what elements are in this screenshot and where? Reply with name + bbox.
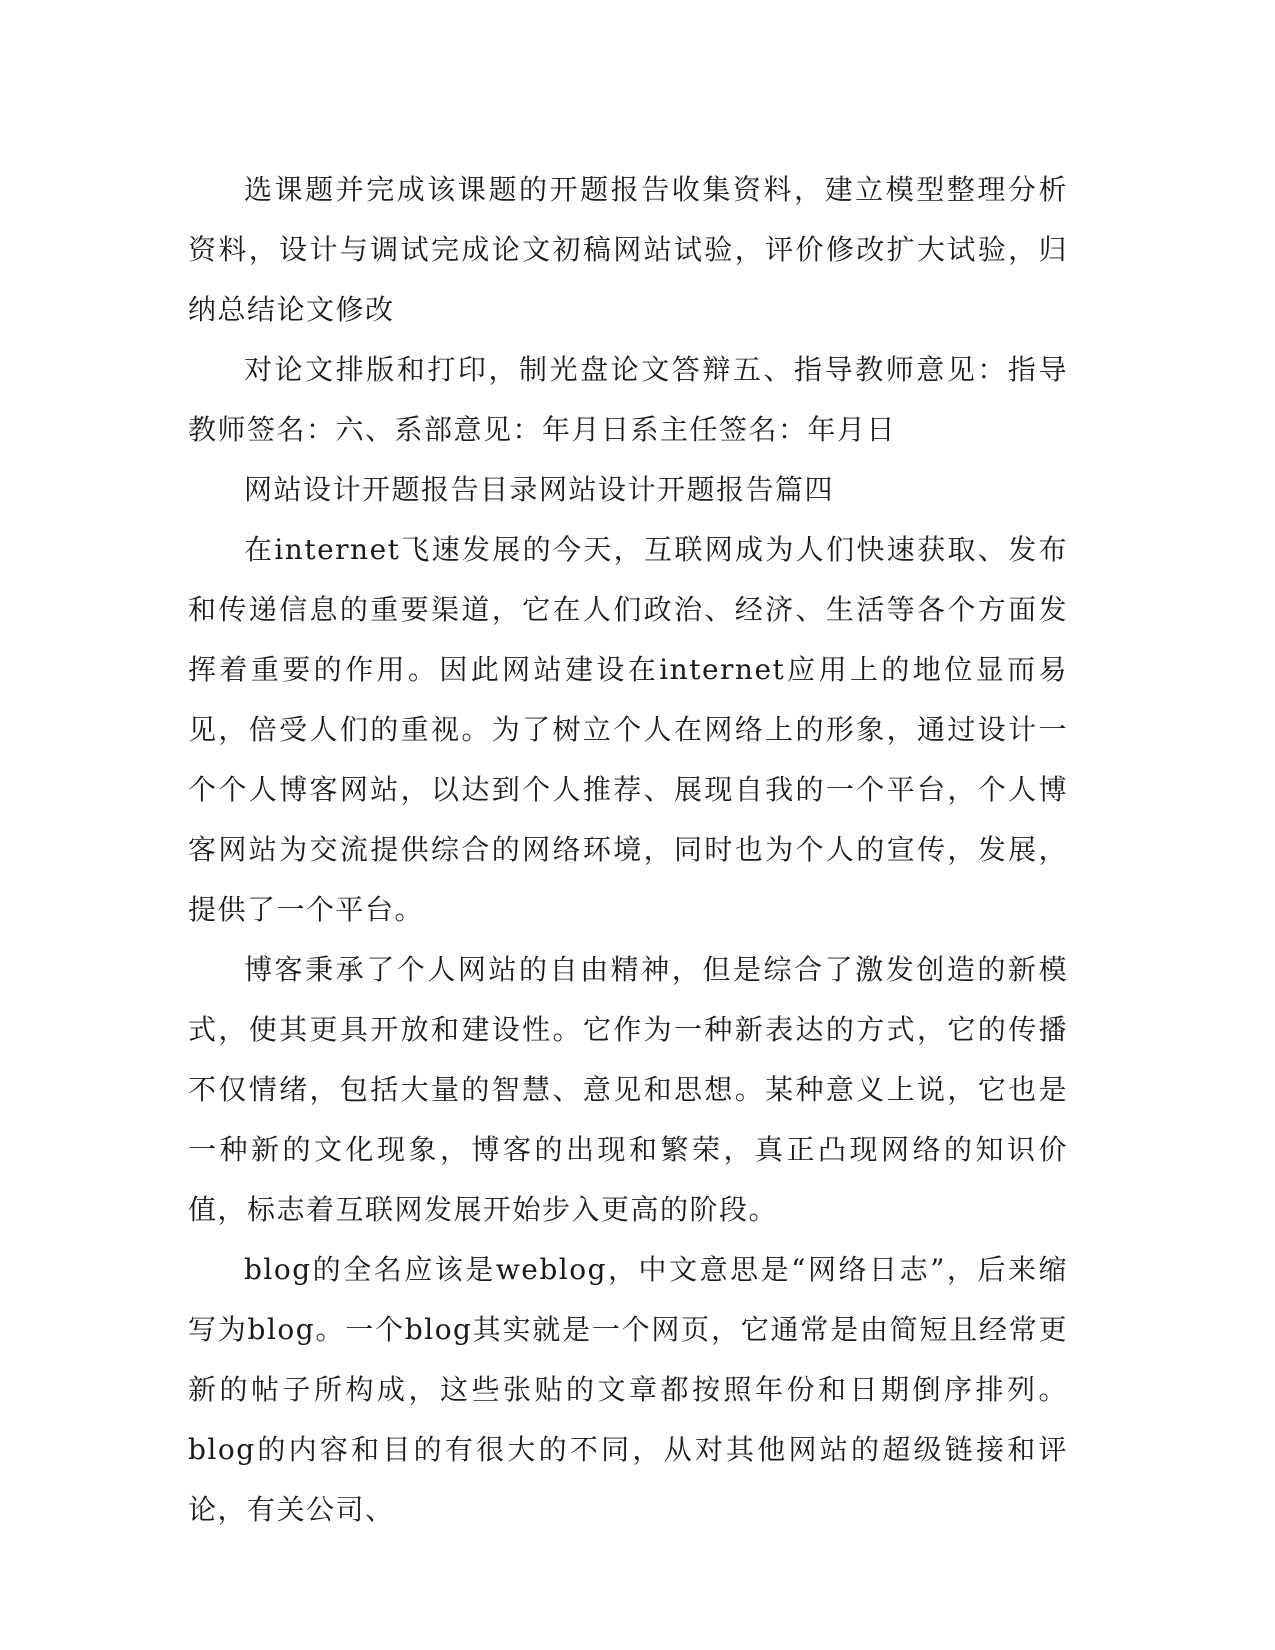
document-body <box>188 160 1068 1540</box>
paragraph: 博客秉承了个人网站的自由精神，但是综合了激发创造的新模式，使其更具开放和建设性。它作为一种新表达的方式，它的传播不仅情绪，包括大量的智慧、意见和思想。某种意义上说，它也是一种新的文化现象，博客的出现和繁荣，真正凸现网络的知识价值，标志着互联网发展开始步入更高的阶段。 <box>188 953 1068 1226</box>
paragraph: 在internet飞速发展的今天，互联网成为人们快速获取、发布和传递信息的重要渠道，它在人们政治、经济、生活等各个方面发挥着重要的作用。因此网站建设在internet应用上的地位显而易见，倍受人们的重视。为了树立个人在网络上的形象，通过设计一个个人博客网站，以达到个人推荐、展现自我的一个平台，个人博客网站为交流提供综合的网络环境，同时也为个人的宣传，发展，提供了一个平台。 <box>188 533 1068 926</box>
paragraph: blog的全名应该是weblog，中文意思是“网络日志”，后来缩写为blog。一个blog其实就是一个网页，它通常是由简短且经常更新的帖子所构成，这些张贴的文章都按照年份和日期倒序排列。blog的内容和目的有很大的不同，从对其他网站的超级链接和评论，有关公司、 <box>188 1253 1068 1526</box>
paragraph: 对论文排版和打印，制光盘论文答辩五、指导教师意见：指导教师签名：六、系部意见：年月日系主任签名：年月日 <box>188 353 1068 446</box>
paragraph: 网站设计开题报告目录网站设计开题报告篇四 <box>244 473 835 506</box>
paragraph: 选课题并完成该课题的开题报告收集资料，建立模型整理分析资料，设计与调试完成论文初稿网站试验，评价修改扩大试验，归纳总结论文修改 <box>188 173 1068 326</box>
